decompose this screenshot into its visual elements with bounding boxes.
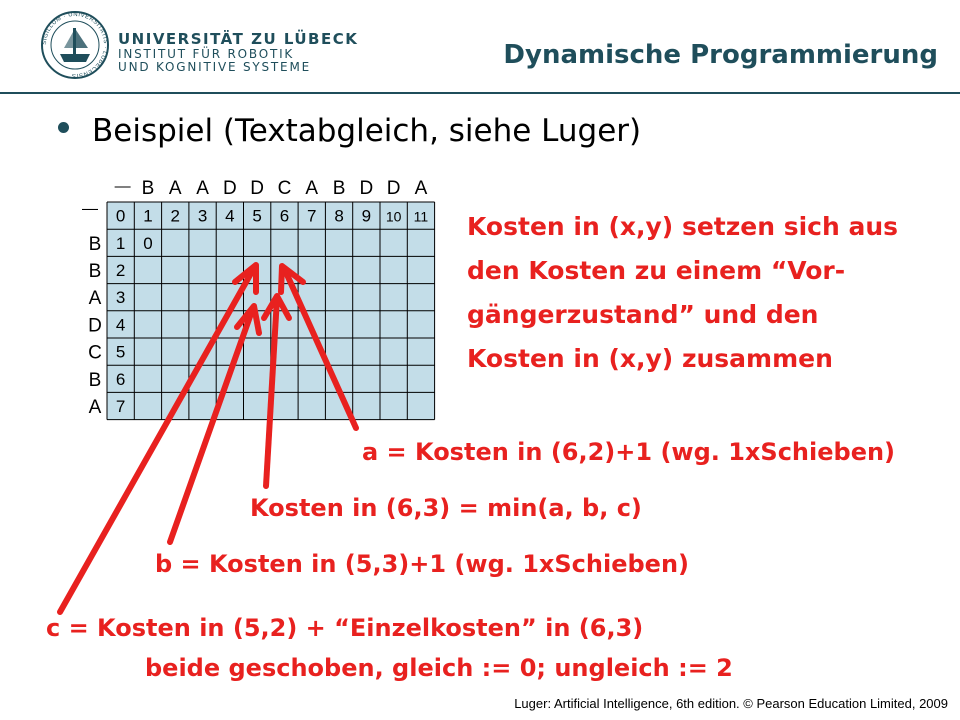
top-string-letter: A bbox=[196, 178, 209, 199]
row-index: 1 bbox=[115, 233, 126, 253]
source-credit: Luger: Artificial Intelligence, 6th edition. © Pearson Education Limited, 2009 bbox=[514, 696, 948, 711]
top-string-letter: A bbox=[305, 178, 319, 199]
column-index: 1 bbox=[143, 206, 153, 226]
top-dash: — bbox=[114, 178, 131, 195]
note-line: gängerzustand” und den bbox=[467, 300, 819, 329]
top-string-letter: D bbox=[359, 178, 374, 199]
left-string-letter: B bbox=[88, 233, 102, 255]
left-string-letter: D bbox=[88, 315, 102, 337]
column-index: 6 bbox=[279, 206, 290, 226]
top-string-letter: D bbox=[222, 178, 237, 199]
label-a: a = Kosten in (6,2)+1 (wg. 1xSchieben) bbox=[362, 438, 896, 466]
column-index: 8 bbox=[334, 206, 344, 226]
note-line: Kosten in (x,y) setzen sich aus bbox=[467, 212, 899, 241]
label-c: c = Kosten in (5,2) + “Einzelkosten” in (6,3) bbox=[46, 614, 644, 642]
note-line: Kosten in (x,y) zusammen bbox=[467, 344, 833, 373]
top-string-letter: D bbox=[386, 178, 401, 199]
label-c-detail: beide geschoben, gleich := 0; ungleich := 2 bbox=[145, 654, 733, 682]
label-kosten: Kosten in (6,3) = min(a, b, c) bbox=[250, 494, 642, 522]
row-index: 2 bbox=[115, 261, 126, 280]
column-index: 2 bbox=[170, 206, 180, 226]
row-index: 5 bbox=[115, 342, 126, 362]
left-string-letter: A bbox=[88, 288, 102, 310]
top-string-letter: B bbox=[332, 178, 346, 199]
institute-line-1: INSTITUT FÜR ROBOTIK bbox=[118, 47, 295, 61]
left-string-letter: B bbox=[88, 261, 102, 282]
column-index: 4 bbox=[225, 206, 235, 226]
university-name: UNIVERSITÄT ZU LÜBECK bbox=[118, 30, 359, 48]
row-index: 4 bbox=[115, 315, 126, 335]
row-index: 6 bbox=[115, 369, 126, 389]
page-title: Dynamische Programmierung bbox=[503, 40, 938, 70]
column-index: 11 bbox=[413, 208, 429, 225]
top-string-letter: D bbox=[250, 178, 265, 199]
column-index: 10 bbox=[385, 208, 402, 225]
bullet-text: Beispiel (Textabgleich, siehe Luger) bbox=[92, 113, 642, 149]
arrow-kosten bbox=[264, 296, 289, 486]
column-index: 5 bbox=[252, 206, 262, 226]
left-dash: — bbox=[82, 200, 98, 218]
label-b: b = Kosten in (5,3)+1 (wg. 1xSchieben) bbox=[155, 550, 690, 578]
left-string-letter: C bbox=[88, 342, 102, 364]
seal-text: SIGILLUM · UNIVERSITATIS · LUBECENSIS bbox=[41, 11, 109, 79]
institute-line-2: UND KOGNITIVE SYSTEME bbox=[118, 60, 311, 74]
cell-value: 0 bbox=[143, 233, 153, 253]
note-line: den Kosten zu einem “Vor- bbox=[467, 256, 846, 285]
left-string-letter: B bbox=[88, 369, 102, 391]
left-string-letter: A bbox=[88, 397, 102, 418]
column-index: 9 bbox=[361, 206, 372, 226]
column-index: 3 bbox=[197, 206, 208, 226]
arrow-a bbox=[281, 266, 356, 428]
row-index: 7 bbox=[115, 397, 126, 416]
top-string-letter: C bbox=[277, 178, 292, 199]
top-string-letter: A bbox=[168, 178, 182, 199]
top-string-letter: A bbox=[414, 178, 428, 199]
top-string-letter: B bbox=[141, 178, 155, 199]
column-index: 0 bbox=[115, 206, 126, 226]
column-index: 7 bbox=[307, 206, 317, 226]
row-index: 3 bbox=[115, 288, 126, 308]
